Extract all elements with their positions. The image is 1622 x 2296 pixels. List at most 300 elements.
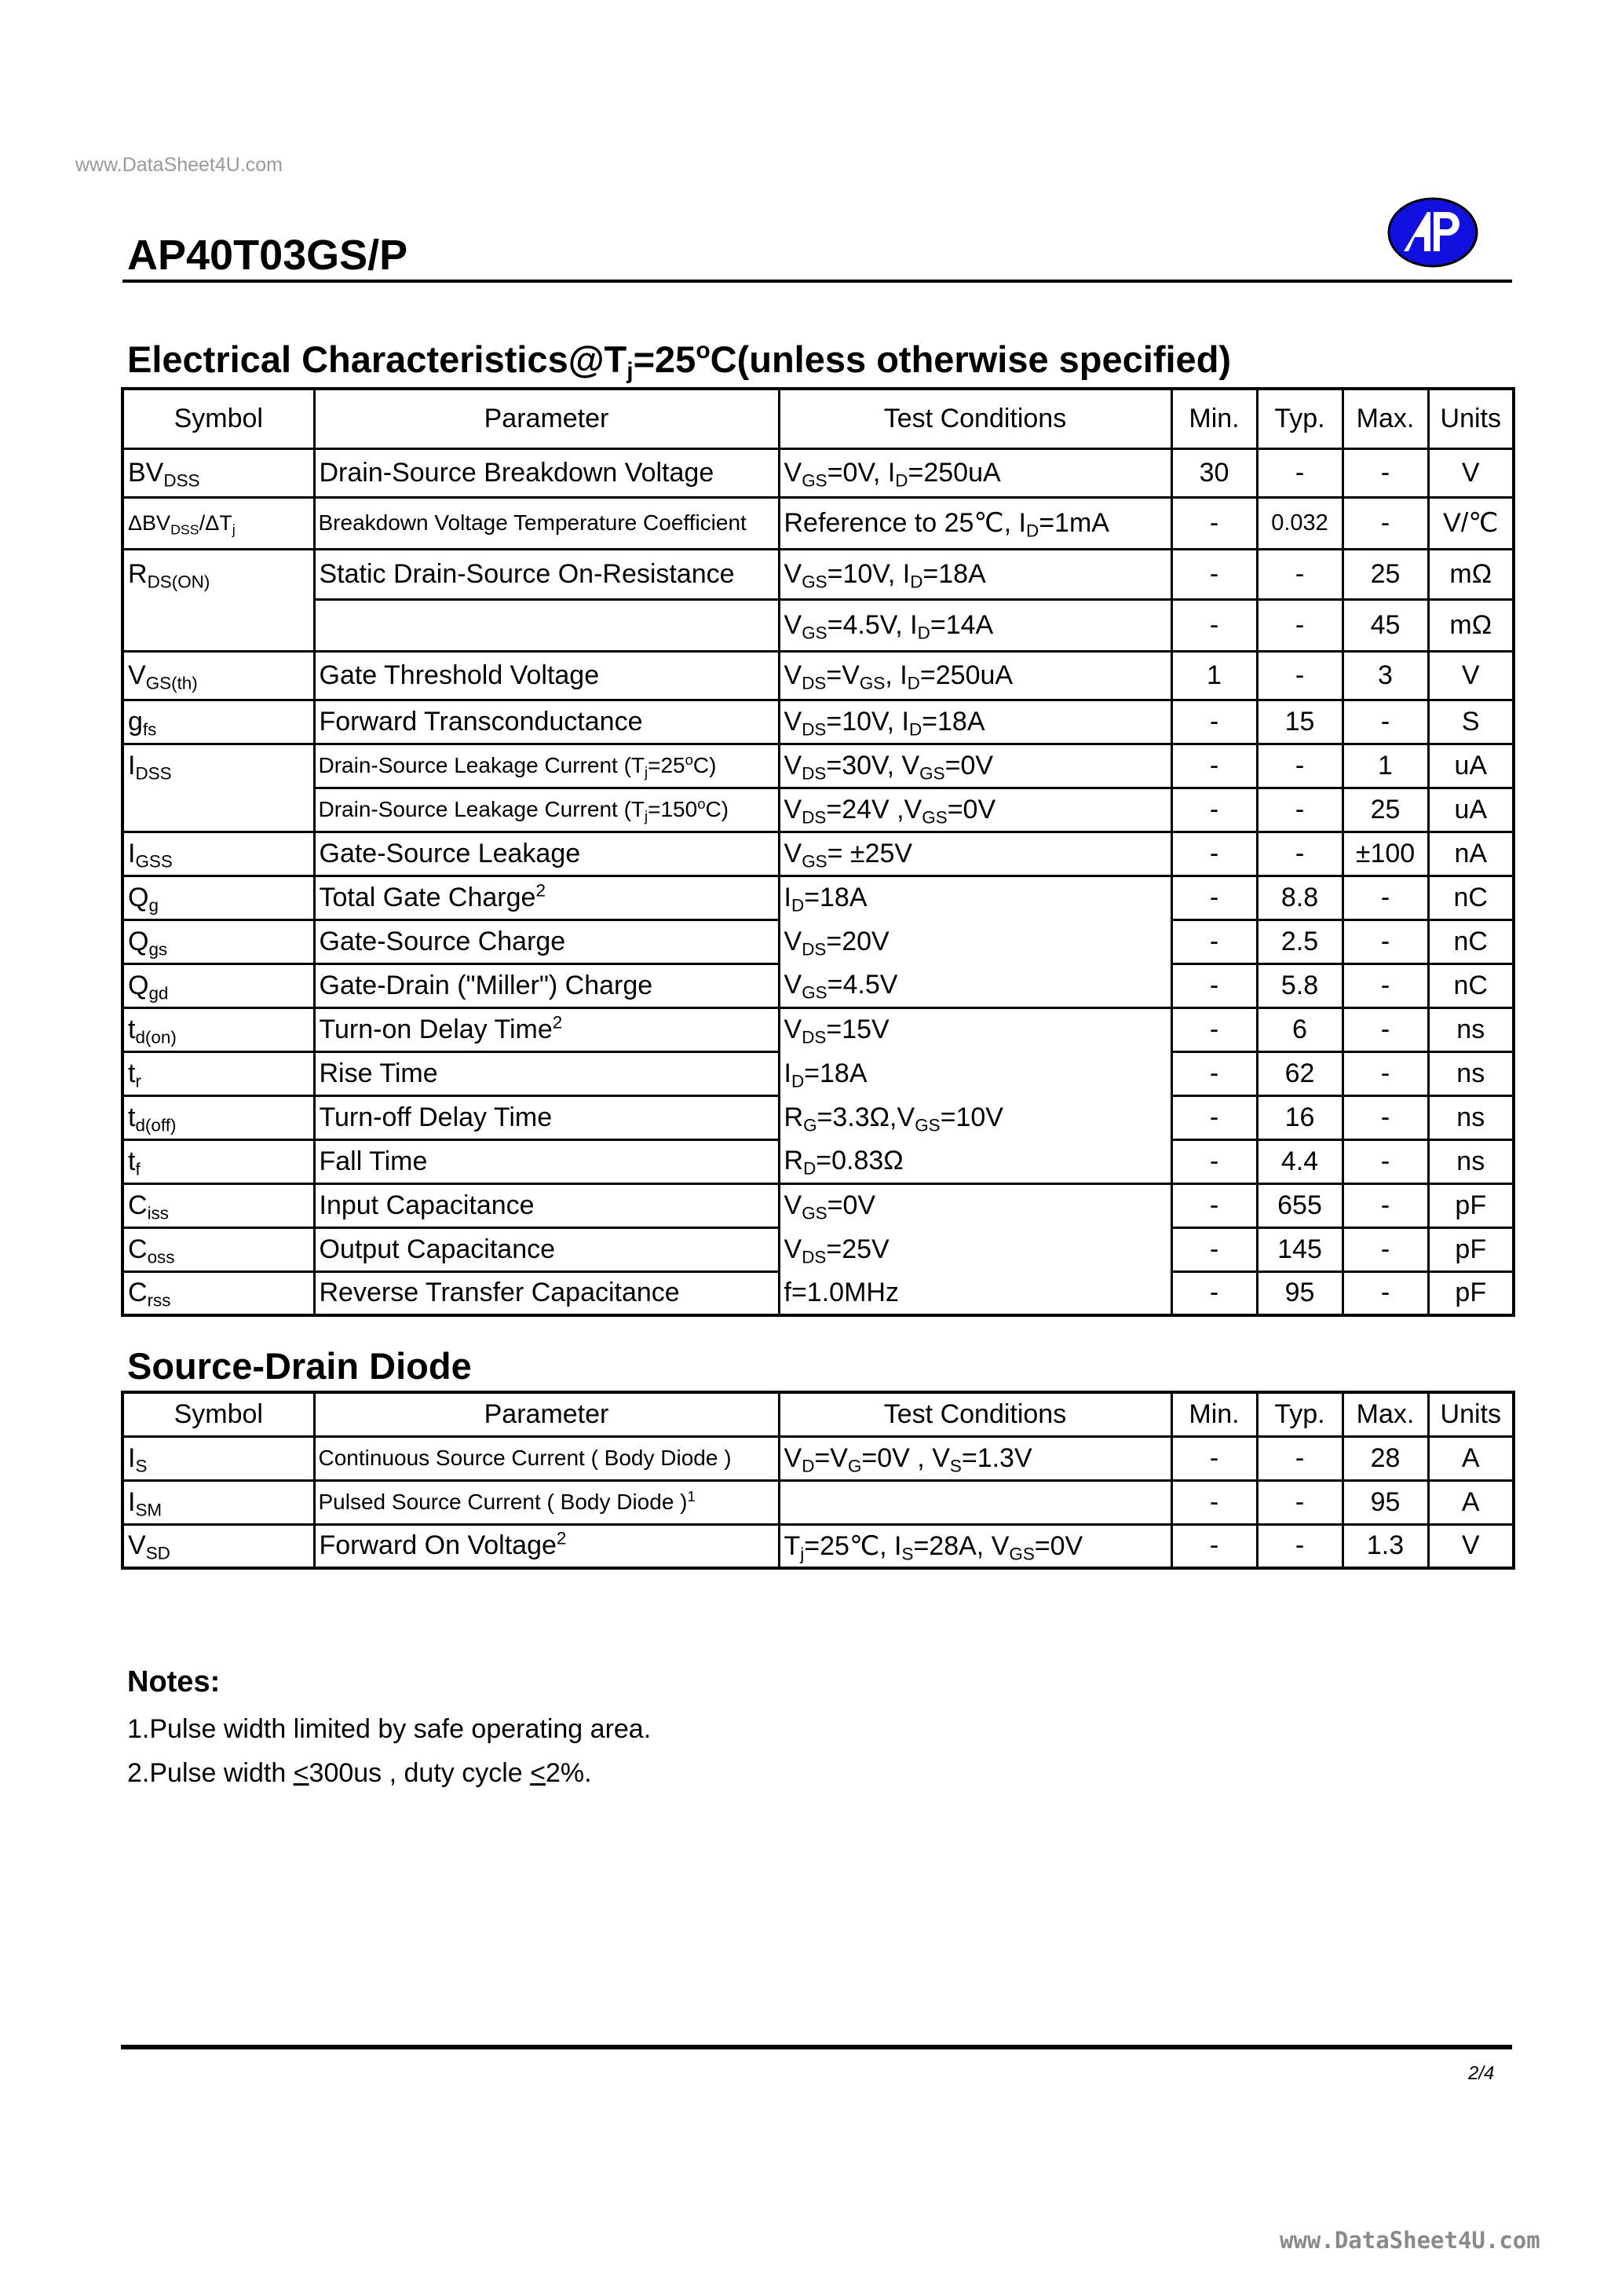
symbol-subscript: fs xyxy=(142,719,157,740)
symbol-text: I xyxy=(128,1486,136,1517)
min-value: - xyxy=(1171,788,1257,832)
symbol-cell xyxy=(122,549,314,599)
max-value: - xyxy=(1343,1095,1428,1139)
conditions-cell xyxy=(779,919,1171,963)
symbol-cell xyxy=(122,788,314,832)
condition-text: V xyxy=(784,558,802,589)
conditions-cell xyxy=(779,651,1171,700)
condition-subscript: D xyxy=(791,895,805,916)
symbol-cell xyxy=(122,744,314,788)
max-value: - xyxy=(1343,1007,1428,1051)
note-2: 2.Pulse width <300us , duty cycle <2%. xyxy=(127,1758,592,1788)
condition-text: =0.83Ω xyxy=(816,1145,904,1175)
table-row xyxy=(122,497,1514,549)
condition-text: =0V xyxy=(947,794,996,824)
condition-text: I xyxy=(784,883,791,913)
condition-text: =18A xyxy=(804,883,868,913)
symbol-cell xyxy=(122,1436,314,1480)
table-row xyxy=(122,876,1514,919)
parameter-subscript: j xyxy=(645,763,648,781)
table-row xyxy=(122,963,1514,1007)
conditions-cell xyxy=(779,832,1171,876)
typ-value: - xyxy=(1257,1480,1343,1524)
table-row xyxy=(122,700,1514,744)
unit-value: uA xyxy=(1428,744,1514,788)
condition-subscript: GS xyxy=(915,1115,941,1135)
unit-value: nC xyxy=(1428,919,1514,963)
typ-value: - xyxy=(1257,788,1343,832)
symbol-cell xyxy=(122,599,314,651)
typ-value: 15 xyxy=(1257,700,1343,744)
condition-text: T xyxy=(784,1530,801,1561)
typ-value: - xyxy=(1257,1524,1343,1568)
unit-value: S xyxy=(1428,700,1514,744)
typ-value: 655 xyxy=(1257,1183,1343,1227)
max-value: 45 xyxy=(1343,599,1428,651)
conditions-cell xyxy=(779,1480,1171,1524)
condition-text: =14A xyxy=(930,609,994,640)
parameter-cell xyxy=(314,700,779,744)
watermark-top[interactable]: www.DataSheet4U.com xyxy=(75,154,283,176)
header-max: Max. xyxy=(1343,389,1428,448)
condition-text: V xyxy=(784,969,802,1000)
min-value: - xyxy=(1171,599,1257,651)
min-value: - xyxy=(1171,497,1257,549)
symbol-cell xyxy=(122,1271,314,1315)
unit-value: mΩ xyxy=(1428,599,1514,651)
symbol-text: ΔBV xyxy=(128,510,171,535)
electrical-characteristics-heading: Electrical $Characteristics@T_j=25^oC(unless$ otherwise specified) xyxy=(127,338,1232,384)
header-conditions: Test Conditions xyxy=(779,389,1171,448)
conditions-cell xyxy=(779,448,1171,497)
conditions-cell xyxy=(779,1436,1171,1480)
typ-value: - xyxy=(1257,599,1343,651)
condition-text: =250uA xyxy=(919,660,1014,690)
conditions-cell xyxy=(779,1271,1171,1315)
header-parameter: Parameter xyxy=(314,389,779,448)
parameter-text: Gate-Source Leakage xyxy=(319,838,581,868)
condition-text: =10V, I xyxy=(827,558,911,589)
condition-text: =1mA xyxy=(1039,508,1109,538)
typ-value: 145 xyxy=(1257,1227,1343,1271)
symbol-text: /ΔT xyxy=(199,510,232,535)
unit-value: nC xyxy=(1428,876,1514,919)
min-value: - xyxy=(1171,1227,1257,1271)
condition-text: =18A xyxy=(804,1058,868,1088)
parameter-cell xyxy=(314,1095,779,1139)
parameter-cell xyxy=(314,1183,779,1227)
parameter-text: =150 xyxy=(648,797,698,821)
condition-subscript: S xyxy=(901,1544,914,1564)
symbol-text: t xyxy=(128,1146,136,1176)
footer-rule xyxy=(121,2045,1512,2049)
parameter-cell xyxy=(314,788,779,832)
parameter-cell xyxy=(314,599,779,651)
parameter-text: C) xyxy=(705,797,729,821)
condition-text: =15V xyxy=(826,1015,890,1045)
table-row xyxy=(122,1007,1514,1051)
symbol-subscript: GS(th) xyxy=(145,673,198,693)
parameter-cell xyxy=(314,919,779,963)
symbol-cell xyxy=(122,700,314,744)
max-value: - xyxy=(1343,876,1428,919)
symbol-text: BV xyxy=(128,457,164,488)
condition-text: =V xyxy=(826,660,860,690)
min-value: - xyxy=(1171,1480,1257,1524)
source-drain-diode-heading: Source-Drain Diode xyxy=(127,1345,472,1387)
table-row xyxy=(122,1436,1514,1480)
conditions-cell xyxy=(779,788,1171,832)
footnote-ref: 2 xyxy=(535,880,546,901)
condition-text: =4.5V, I xyxy=(827,609,918,640)
symbol-subscript: d(off) xyxy=(135,1115,177,1135)
unit-value: ns xyxy=(1428,1139,1514,1183)
typ-value: - xyxy=(1257,651,1343,700)
condition-text: =0V , V xyxy=(861,1442,950,1473)
min-value: - xyxy=(1171,744,1257,788)
max-value: 95 xyxy=(1343,1480,1428,1524)
symbol-cell xyxy=(122,1524,314,1568)
watermark-bottom[interactable]: www.DataSheet4U.com xyxy=(1280,2227,1540,2254)
condition-text: =28A, V xyxy=(913,1530,1010,1561)
header-units: Units xyxy=(1428,1392,1514,1436)
table-row xyxy=(122,1480,1514,1524)
symbol-cell xyxy=(122,448,314,497)
parameter-cell xyxy=(314,549,779,599)
conditions-cell xyxy=(779,497,1171,549)
condition-text: =24V ,V xyxy=(826,794,922,824)
condition-subscript: GS xyxy=(802,1203,827,1223)
header-typ: Typ. xyxy=(1257,389,1343,448)
parameter-cell xyxy=(314,1480,779,1524)
symbol-cell xyxy=(122,1227,314,1271)
min-value: - xyxy=(1171,1436,1257,1480)
typ-value: 5.8 xyxy=(1257,963,1343,1007)
parameter-superscript: o xyxy=(685,751,693,768)
conditions-cell xyxy=(779,549,1171,599)
header-min: Min. xyxy=(1171,1392,1257,1436)
parameter-cell xyxy=(314,1051,779,1095)
condition-subscript: GS xyxy=(919,763,945,784)
condition-text: =0V xyxy=(1034,1530,1083,1561)
condition-subscript: S xyxy=(949,1456,962,1476)
unit-value: ns xyxy=(1428,1051,1514,1095)
header-parameter: Parameter xyxy=(314,1392,779,1436)
min-value: - xyxy=(1171,1095,1257,1139)
symbol-subscript: g xyxy=(148,895,159,916)
parameter-text: Gate-Drain ("Miller") Charge xyxy=(319,970,653,1000)
parameter-text: Drain-Source Leakage Current (T xyxy=(318,753,645,777)
parameter-text: Fall Time xyxy=(319,1146,428,1176)
typ-value: - xyxy=(1257,832,1343,876)
condition-text: f=1.0MHz xyxy=(784,1277,899,1307)
parameter-text: Breakdown Voltage Temperature Coefficient xyxy=(318,510,747,535)
parameter-cell xyxy=(314,497,779,549)
footnote-ref: 2 xyxy=(552,1012,563,1033)
condition-text: R xyxy=(784,1145,804,1175)
symbol-text: R xyxy=(128,559,148,590)
header-symbol: Symbol xyxy=(122,1392,314,1436)
min-value: - xyxy=(1171,919,1257,963)
condition-subscript: GS xyxy=(922,807,948,828)
condition-text: V xyxy=(784,706,802,737)
parameter-subscript: j xyxy=(645,807,648,824)
symbol-text: V xyxy=(128,1530,146,1561)
table-header-row xyxy=(122,389,1514,448)
table-row xyxy=(122,1095,1514,1139)
unit-value: V/℃ xyxy=(1428,497,1514,549)
min-value: - xyxy=(1171,876,1257,919)
condition-subscript: GS xyxy=(859,673,886,693)
parameter-cell xyxy=(314,448,779,497)
symbol-subscript: SM xyxy=(135,1500,163,1520)
conditions-cell xyxy=(779,1007,1171,1051)
conditions-cell xyxy=(779,1183,1171,1227)
symbol-subscript: SD xyxy=(145,1543,170,1563)
min-value: 1 xyxy=(1171,651,1257,700)
typ-value: - xyxy=(1257,549,1343,599)
conditions-cell xyxy=(779,1227,1171,1271)
unit-value: pF xyxy=(1428,1183,1514,1227)
table-row xyxy=(122,788,1514,832)
max-value: 1 xyxy=(1343,744,1428,788)
condition-text: =25℃, I xyxy=(804,1530,902,1561)
condition-subscript: D xyxy=(1025,521,1039,541)
conditions-cell xyxy=(779,1139,1171,1183)
table-row xyxy=(122,832,1514,876)
typ-value: 2.5 xyxy=(1257,919,1343,963)
parameter-cell xyxy=(314,1436,779,1480)
note-1: 1.Pulse width limited by safe operating area. xyxy=(127,1714,652,1744)
min-value: - xyxy=(1171,1524,1257,1568)
condition-text: =0V xyxy=(944,750,994,781)
parameter-cell xyxy=(314,1007,779,1051)
condition-subscript: G xyxy=(847,1456,862,1476)
symbol-subscript: iss xyxy=(147,1203,169,1223)
symbol-cell xyxy=(122,497,314,549)
condition-text: =4.5V xyxy=(827,969,898,1000)
symbol-text: C xyxy=(128,1234,148,1264)
parameter-text: Drain-Source Leakage Current (T xyxy=(318,797,645,821)
min-value: - xyxy=(1171,1051,1257,1095)
parameter-text: Pulsed Source Current ( Body Diode ) xyxy=(318,1490,688,1514)
table-row xyxy=(122,1051,1514,1095)
condition-text: =18A xyxy=(922,558,986,589)
condition-subscript: GS xyxy=(802,982,827,1003)
condition-text: , I xyxy=(885,660,908,690)
max-value: - xyxy=(1343,1183,1428,1227)
symbol-text: t xyxy=(128,1014,136,1044)
condition-subscript: D xyxy=(910,572,923,592)
symbol-text: g xyxy=(128,706,143,737)
condition-subscript: D xyxy=(908,719,922,740)
condition-subscript: D xyxy=(917,623,930,643)
symbol-cell xyxy=(122,1183,314,1227)
max-value: 25 xyxy=(1343,788,1428,832)
ap-logo-icon xyxy=(1386,196,1479,269)
conditions-cell xyxy=(779,963,1171,1007)
condition-text: =0V xyxy=(827,1190,876,1221)
typ-value: 0.032 xyxy=(1257,497,1343,549)
parameter-cell xyxy=(314,1524,779,1568)
header-units: Units xyxy=(1428,389,1514,448)
symbol-cell xyxy=(122,1480,314,1524)
condition-subscript: DS xyxy=(802,1247,827,1267)
parameter-cell xyxy=(314,744,779,788)
max-value: - xyxy=(1343,1271,1428,1315)
symbol-subscript: GSS xyxy=(135,851,173,872)
condition-text: V xyxy=(784,926,802,956)
symbol-text: I xyxy=(128,751,136,781)
symbol-subscript: gs xyxy=(148,939,168,960)
condition-text: V xyxy=(784,609,802,640)
unit-value: nC xyxy=(1428,963,1514,1007)
parameter-text: Forward Transconductance xyxy=(319,706,643,737)
conditions-cell xyxy=(779,1095,1171,1139)
symbol-subscript: d(on) xyxy=(135,1027,177,1047)
condition-text: V xyxy=(784,1190,802,1221)
condition-text: V xyxy=(784,1015,802,1045)
parameter-text: C) xyxy=(692,753,717,777)
symbol-subscript: j xyxy=(232,521,236,537)
symbol-cell xyxy=(122,1007,314,1051)
max-value: - xyxy=(1343,1227,1428,1271)
unit-value: ns xyxy=(1428,1007,1514,1051)
condition-subscript: GS xyxy=(802,851,827,872)
parameter-text: Turn-off Delay Time xyxy=(319,1102,553,1132)
condition-subscript: DS xyxy=(802,763,827,784)
condition-subscript: D xyxy=(802,1456,815,1476)
symbol-subscript: DS(ON) xyxy=(147,572,210,592)
header-typ: Typ. xyxy=(1257,1392,1343,1436)
header-min: Min. xyxy=(1171,389,1257,448)
condition-subscript: DS xyxy=(802,939,827,960)
parameter-superscript: o xyxy=(697,795,706,812)
min-value: - xyxy=(1171,1271,1257,1315)
unit-value: nA xyxy=(1428,832,1514,876)
min-value: - xyxy=(1171,832,1257,876)
condition-text: =20V xyxy=(826,926,890,956)
min-value: 30 xyxy=(1171,448,1257,497)
symbol-subscript: gd xyxy=(148,983,169,1004)
condition-subscript: j xyxy=(800,1544,805,1564)
symbol-text: Q xyxy=(128,970,149,1000)
part-number-title: AP40T03GS/P xyxy=(127,232,408,279)
unit-value: mΩ xyxy=(1428,549,1514,599)
symbol-cell xyxy=(122,919,314,963)
parameter-text: Gate Threshold Voltage xyxy=(319,660,600,690)
condition-text: V xyxy=(784,750,802,781)
typ-value: 8.8 xyxy=(1257,876,1343,919)
condition-text: =0V, I xyxy=(827,457,896,488)
condition-subscript: GS xyxy=(802,572,827,592)
symbol-cell xyxy=(122,876,314,919)
typ-value: 62 xyxy=(1257,1051,1343,1095)
condition-subscript: GS xyxy=(802,470,827,491)
max-value: 25 xyxy=(1343,549,1428,599)
table-row xyxy=(122,1271,1514,1315)
symbol-subscript: DSS xyxy=(170,521,199,537)
symbol-text: C xyxy=(128,1278,148,1308)
symbol-text: t xyxy=(128,1058,136,1088)
condition-subscript: D xyxy=(791,1071,805,1091)
table-row xyxy=(122,549,1514,599)
max-value: - xyxy=(1343,1051,1428,1095)
conditions-cell xyxy=(779,1524,1171,1568)
parameter-text: Continuous Source Current ( Body Diode ) xyxy=(318,1446,732,1470)
min-value: - xyxy=(1171,1007,1257,1051)
parameter-text: Gate-Source Charge xyxy=(319,926,566,956)
condition-subscript: G xyxy=(803,1115,817,1135)
typ-value: 95 xyxy=(1257,1271,1343,1315)
symbol-subscript: rss xyxy=(147,1290,171,1311)
conditions-cell xyxy=(779,1051,1171,1095)
max-value: 1.3 xyxy=(1343,1524,1428,1568)
condition-text: =10V, I xyxy=(826,706,909,737)
condition-text: =30V, V xyxy=(826,750,920,781)
typ-value: - xyxy=(1257,1436,1343,1480)
symbol-cell xyxy=(122,1139,314,1183)
symbol-text: V xyxy=(128,660,146,690)
table-row xyxy=(122,1139,1514,1183)
electrical-characteristics-table xyxy=(121,387,1515,1317)
max-value: - xyxy=(1343,700,1428,744)
table-row xyxy=(122,1227,1514,1271)
typ-value: 6 xyxy=(1257,1007,1343,1051)
parameter-cell xyxy=(314,832,779,876)
condition-text: =1.3V xyxy=(961,1442,1032,1473)
parameter-text: Static Drain-Source On-Resistance xyxy=(319,558,735,589)
condition-text: =25V xyxy=(826,1234,890,1264)
condition-text: V xyxy=(784,1442,802,1473)
condition-subscript: GS xyxy=(1009,1544,1035,1564)
parameter-cell xyxy=(314,651,779,700)
condition-text: Reference to 25℃, I xyxy=(784,508,1026,538)
symbol-subscript: r xyxy=(135,1071,141,1091)
parameter-cell xyxy=(314,876,779,919)
condition-text: R xyxy=(784,1102,804,1132)
condition-text: I xyxy=(784,1058,791,1088)
conditions-cell xyxy=(779,599,1171,651)
parameter-cell xyxy=(314,963,779,1007)
condition-text: =V xyxy=(814,1442,848,1473)
parameter-text: Reverse Transfer Capacitance xyxy=(319,1278,680,1308)
condition-subscript: D xyxy=(895,470,908,491)
symbol-cell xyxy=(122,651,314,700)
header-symbol: Symbol xyxy=(122,389,314,448)
min-value: - xyxy=(1171,1139,1257,1183)
unit-value: uA xyxy=(1428,788,1514,832)
unit-value: ns xyxy=(1428,1095,1514,1139)
parameter-cell xyxy=(314,1227,779,1271)
parameter-text: Drain-Source Breakdown Voltage xyxy=(319,457,714,488)
typ-value: - xyxy=(1257,744,1343,788)
header-max: Max. xyxy=(1343,1392,1428,1436)
symbol-subscript: S xyxy=(135,1456,148,1476)
table-row xyxy=(122,1524,1514,1568)
typ-value: 4.4 xyxy=(1257,1139,1343,1183)
parameter-text: Total Gate Charge xyxy=(319,882,536,912)
header-rule xyxy=(122,280,1512,283)
conditions-cell xyxy=(779,700,1171,744)
condition-subscript: DS xyxy=(802,719,827,740)
table-row xyxy=(122,651,1514,700)
max-value: - xyxy=(1343,1139,1428,1183)
conditions-cell xyxy=(779,744,1171,788)
source-drain-diode-table xyxy=(121,1391,1515,1570)
parameter-text: =25 xyxy=(648,753,685,777)
condition-text: =10V xyxy=(940,1102,1003,1132)
